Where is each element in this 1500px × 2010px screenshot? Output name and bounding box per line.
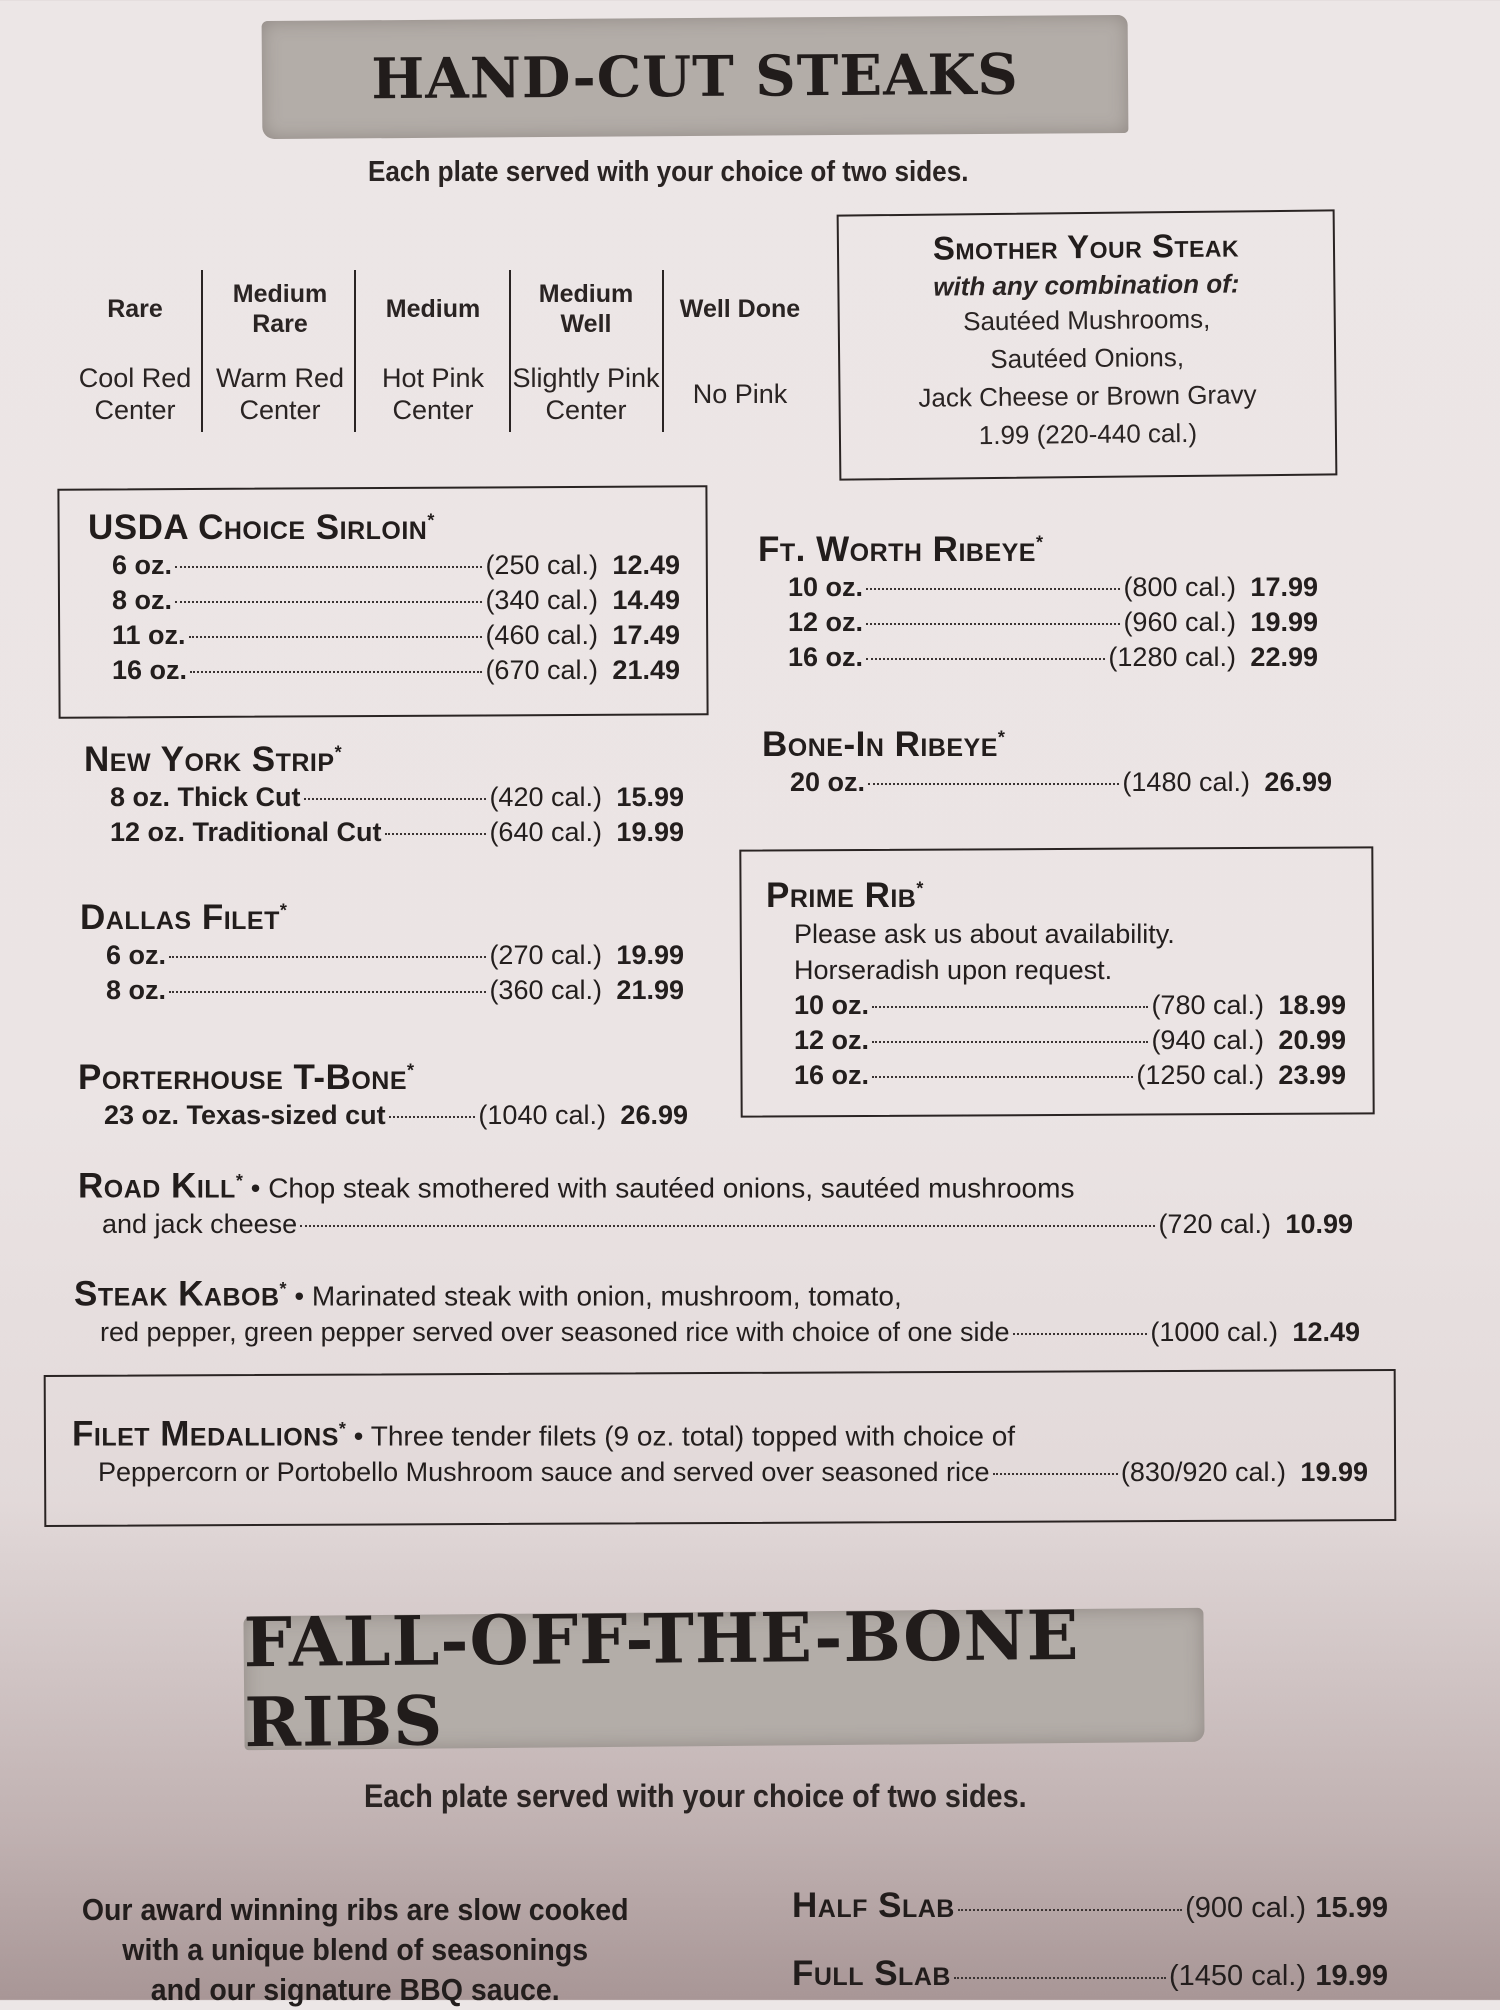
- doneness-medium-rare: [205, 262, 355, 437]
- size-row: [794, 988, 1346, 1023]
- item-description-cont: and jack cheese: [102, 1209, 298, 1240]
- menu-item-bone-in-ribeye: [762, 725, 1332, 800]
- price: 10.99: [1285, 1209, 1353, 1240]
- leader-dots: [866, 623, 1120, 625]
- leader-dots: [872, 1041, 1148, 1043]
- price: 15.99: [616, 782, 684, 812]
- size-row: [794, 1058, 1346, 1093]
- size: 12 oz.: [788, 607, 864, 637]
- calories: (720 cal.): [1158, 1209, 1271, 1240]
- size-row: [112, 618, 680, 653]
- calories: (1480 cal.): [1122, 767, 1250, 797]
- doneness-name: Medium Rare: [232, 280, 328, 338]
- price: 21.49: [612, 655, 680, 685]
- item-headline: [74, 1270, 1360, 1315]
- asterisk: *: [235, 1171, 243, 1191]
- size: 8 oz. Thick Cut: [110, 782, 301, 812]
- menu-item-filet-medallions: [72, 1410, 1368, 1490]
- smother-option: Sautéed Mushrooms,: [963, 303, 1211, 337]
- ribs-blurb: [70, 1890, 640, 2010]
- menu-item-new-york-strip: [84, 740, 684, 850]
- price: 12.49: [1292, 1317, 1360, 1348]
- price-row: [792, 1956, 1388, 1994]
- leader-dots: [385, 833, 487, 835]
- leader-dots: [866, 588, 1120, 590]
- size: 8 oz.: [112, 585, 173, 615]
- smother-price: 1.99 (220-440 cal.): [978, 417, 1198, 451]
- price-row: [74, 1315, 1360, 1350]
- size: 6 oz.: [106, 940, 167, 970]
- price: 14.49: [612, 585, 680, 615]
- calories: (900 cal.): [1185, 1892, 1306, 1924]
- size: 16 oz.: [112, 655, 188, 685]
- size-row: [112, 583, 680, 618]
- doneness-chart: [60, 262, 820, 437]
- item-name: [80, 898, 684, 938]
- price: 17.49: [612, 620, 680, 650]
- leader-dots: [868, 783, 1119, 785]
- calories: (780 cal.): [1151, 990, 1264, 1020]
- leader-dots: [300, 1225, 1155, 1227]
- smother-option: Jack Cheese or Brown Gravy: [918, 379, 1257, 413]
- size-row: [112, 653, 680, 688]
- price-row: [792, 1888, 1388, 1926]
- calories: (420 cal.): [489, 782, 602, 812]
- item-headline: [72, 1410, 1368, 1455]
- calories: (940 cal.): [1151, 1025, 1264, 1055]
- leader-dots: [304, 798, 487, 800]
- item-name: [78, 1058, 688, 1098]
- leader-dots: [866, 658, 1105, 660]
- asterisk: *: [338, 1419, 346, 1439]
- calories: (1000 cal.): [1150, 1317, 1278, 1348]
- menu-item-sirloin: [88, 508, 680, 688]
- leader-dots: [175, 566, 482, 568]
- size: 8 oz.: [106, 975, 167, 1005]
- doneness-name: Medium: [385, 295, 481, 323]
- asterisk: *: [279, 900, 288, 921]
- blurb-line: Our award winning ribs are slow cooked: [81, 1892, 629, 1927]
- calories: (340 cal.): [485, 585, 598, 615]
- item-name: [88, 508, 680, 548]
- size-row: [794, 1023, 1346, 1058]
- size-row: [110, 780, 684, 815]
- doneness-well-done: [665, 262, 815, 437]
- calories: (960 cal.): [1123, 607, 1236, 637]
- price: 26.99: [620, 1100, 688, 1130]
- menu-item-porterhouse: [78, 1058, 688, 1133]
- menu-item-full-slab: [792, 1956, 1388, 1994]
- doneness-name: Medium Well: [538, 280, 634, 338]
- calories: (270 cal.): [489, 940, 602, 970]
- calories: (800 cal.): [1123, 572, 1236, 602]
- size-row: [104, 1098, 688, 1133]
- leader-dots: [169, 956, 486, 958]
- item-headline: [78, 1162, 1353, 1207]
- calories: (640 cal.): [489, 817, 602, 847]
- item-name: Steak Kabob: [74, 1274, 280, 1314]
- size: 20 oz.: [790, 767, 866, 797]
- leader-dots: [958, 1909, 1182, 1911]
- size: 12 oz.: [794, 1025, 870, 1055]
- price: 19.99: [1250, 607, 1318, 637]
- price: 26.99: [1264, 767, 1332, 797]
- leader-dots: [175, 601, 482, 603]
- price: 18.99: [1278, 990, 1346, 1020]
- ribs-section-title: FALL-OFF-THE-BONE RIBS: [243, 1608, 1204, 1750]
- price: 19.99: [616, 817, 684, 847]
- price: 15.99: [1315, 1892, 1388, 1924]
- doneness-desc: Warm Red Center: [215, 363, 344, 425]
- calories: (1040 cal.): [478, 1100, 606, 1130]
- doneness-desc: No Pink: [692, 379, 788, 409]
- item-name: Full Slab: [792, 1954, 951, 1993]
- item-name-text: Ft. Worth Ribeye: [758, 530, 1036, 569]
- leader-dots: [189, 636, 483, 638]
- doneness-desc: Cool Red Center: [78, 363, 192, 425]
- doneness-desc: Hot Pink Center: [381, 363, 485, 425]
- asterisk: *: [427, 510, 435, 531]
- size-row: [110, 815, 684, 850]
- size-row: [106, 938, 684, 973]
- item-name-text: USDA Choice Sirloin: [88, 508, 428, 547]
- asterisk: *: [279, 1279, 287, 1299]
- size: 16 oz.: [794, 1060, 870, 1090]
- menu-item-steak-kabob: [74, 1270, 1360, 1350]
- item-name-text: Dallas Filet: [80, 898, 280, 937]
- blurb-line: with a unique blend of seasonings: [122, 1932, 589, 1967]
- calories: (1450 cal.): [1168, 1960, 1306, 1992]
- menu-item-half-slab: [792, 1888, 1388, 1926]
- horseradish-note: Horseradish upon request.: [794, 955, 1113, 985]
- menu-item-dallas-filet: [80, 898, 684, 1008]
- calories: (250 cal.): [485, 550, 598, 580]
- menu-item-prime-rib: [766, 876, 1346, 1093]
- calories: (830/920 cal.): [1120, 1457, 1286, 1488]
- price: 21.99: [616, 975, 684, 1005]
- size: 12 oz. Traditional Cut: [110, 817, 382, 847]
- doneness-name: Rare: [107, 295, 163, 323]
- item-name-text: Porterhouse T-Bone: [78, 1058, 408, 1097]
- size: 6 oz.: [112, 550, 173, 580]
- size-row: [788, 570, 1318, 605]
- price: 19.99: [616, 940, 684, 970]
- ribs-subtitle: Each plate served with your choice of two sides.: [364, 1778, 1027, 1814]
- item-name-text: Bone-In Ribeye: [762, 725, 998, 764]
- doneness-desc: Slightly Pink Center: [512, 363, 660, 425]
- size-row: [106, 973, 684, 1008]
- size: 16 oz.: [788, 642, 864, 672]
- item-name: [84, 740, 684, 780]
- asterisk: *: [407, 1060, 415, 1081]
- leader-dots: [872, 1076, 1133, 1078]
- steaks-subtitle: Each plate served with your choice of two sides.: [368, 156, 969, 188]
- calories: (1280 cal.): [1108, 642, 1236, 672]
- item-name-text: Prime Rib: [766, 876, 917, 915]
- calories: (1250 cal.): [1136, 1060, 1264, 1090]
- doneness-medium: [358, 262, 508, 437]
- size-row: [112, 548, 680, 583]
- item-description-cont: red pepper, green pepper served over seasoned rice with choice of one side: [100, 1317, 1010, 1348]
- smother-your-steak-box: [837, 209, 1338, 480]
- size-row: [788, 605, 1318, 640]
- smother-title: Smother Your Steak: [932, 226, 1240, 267]
- leader-dots: [190, 671, 482, 673]
- steaks-section-title: HAND-CUT STEAKS: [262, 15, 1129, 139]
- doneness-medium-well: [511, 262, 661, 437]
- item-name: Road Kill: [78, 1166, 236, 1206]
- price: 20.99: [1278, 1025, 1346, 1055]
- divider: [354, 270, 356, 432]
- item-name: [766, 876, 1346, 916]
- asterisk: *: [334, 742, 343, 763]
- leader-dots: [954, 1977, 1166, 1979]
- smother-option: Sautéed Onions,: [990, 341, 1185, 375]
- calories: (460 cal.): [485, 620, 598, 650]
- size: 10 oz.: [788, 572, 864, 602]
- price-row: [72, 1455, 1368, 1490]
- smother-subtitle: with any combination of:: [933, 268, 1240, 302]
- size: 23 oz. Texas-sized cut: [104, 1100, 386, 1130]
- size-row: [788, 640, 1318, 675]
- leader-dots: [389, 1116, 476, 1118]
- menu-item-road-kill: [78, 1162, 1353, 1242]
- item-name: Half Slab: [792, 1886, 955, 1925]
- price: 22.99: [1250, 642, 1318, 672]
- doneness-rare: [60, 262, 210, 437]
- price: 19.99: [1315, 1960, 1388, 1992]
- size: 10 oz.: [794, 990, 870, 1020]
- item-description: • Marinated steak with onion, mushroom, tomato,: [294, 1280, 902, 1312]
- price: 23.99: [1278, 1060, 1346, 1090]
- price: 12.49: [612, 550, 680, 580]
- doneness-name: Well Done: [679, 295, 801, 323]
- asterisk: *: [1035, 532, 1044, 553]
- divider: [662, 270, 664, 432]
- item-description: • Chop steak smothered with sautéed onions, sautéed mushrooms: [250, 1172, 1075, 1204]
- calories: (670 cal.): [485, 655, 598, 685]
- asterisk: *: [916, 878, 924, 899]
- calories: (360 cal.): [489, 975, 602, 1005]
- size-row: [790, 765, 1332, 800]
- availability-note: Please ask us about availability.: [794, 919, 1175, 949]
- blurb-line: and our signature BBQ sauce.: [150, 1972, 560, 2007]
- item-description-cont: Peppercorn or Portobello Mushroom sauce and served over seasoned rice: [98, 1457, 990, 1488]
- item-name: [758, 530, 1318, 570]
- item-description: • Three tender filets (9 oz. total) topped with choice of: [353, 1420, 1016, 1452]
- leader-dots: [1013, 1333, 1148, 1335]
- size: 11 oz.: [112, 620, 186, 650]
- price: 17.99: [1250, 572, 1318, 602]
- divider: [201, 270, 203, 432]
- price: 19.99: [1300, 1457, 1368, 1488]
- leader-dots: [169, 991, 486, 993]
- menu-item-ft-worth-ribeye: [758, 530, 1318, 675]
- asterisk: *: [997, 727, 1006, 748]
- leader-dots: [993, 1473, 1118, 1475]
- leader-dots: [872, 1006, 1148, 1008]
- price-row: [78, 1207, 1353, 1242]
- item-name-text: New York Strip: [84, 740, 335, 779]
- item-name: [762, 725, 1332, 765]
- item-name: Filet Medallions: [72, 1414, 339, 1454]
